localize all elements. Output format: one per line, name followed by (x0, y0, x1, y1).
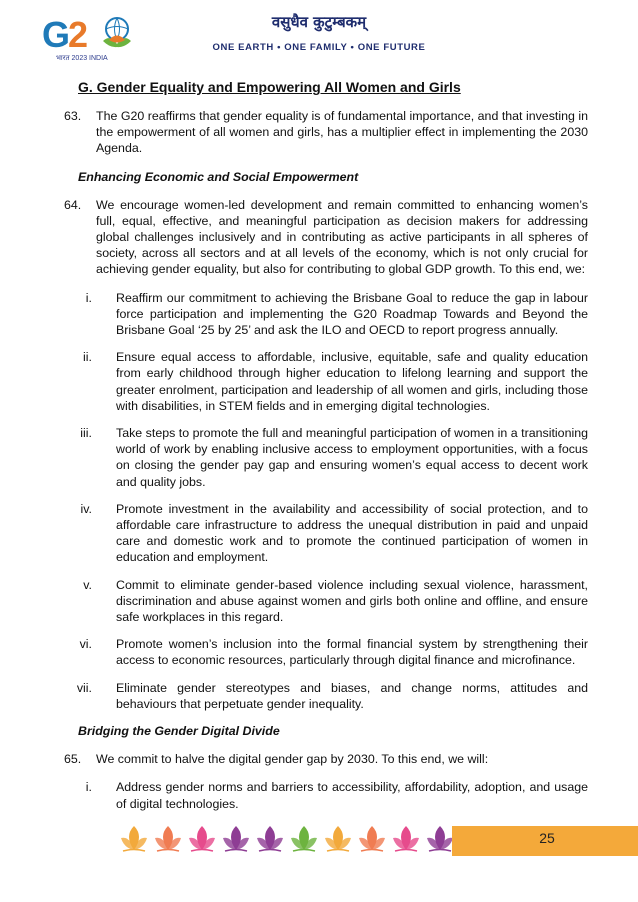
item-text: Eliminate gender stereotypes and biases, and change norms, attitudes and behaviours that perpetuate gender inequality. (116, 680, 588, 711)
page-number: 25 (539, 830, 555, 846)
list-item (78, 290, 588, 339)
item-text: Commit to eliminate gender-based violence including sexual violence, harassment, discrimination and abuse against women and girls both online and offline, and ensure safe workplaces in this regard. (116, 577, 588, 625)
page-footer (0, 822, 638, 862)
item-number: iii. (80, 426, 92, 441)
subheading-economic-empowerment: Enhancing Economic and Social Empowerment (78, 169, 359, 184)
page-header (0, 0, 638, 72)
item-number: vi. (79, 637, 92, 652)
item-number: v. (83, 577, 92, 592)
item-number: i. (85, 780, 92, 795)
lotus-decoration-row (120, 824, 454, 854)
paragraph-65 (64, 751, 588, 767)
paragraph-number: 64. (64, 197, 82, 212)
list-item (78, 501, 588, 566)
page-number-band (452, 826, 638, 856)
list-item (78, 779, 588, 811)
item-text: Take steps to promote the full and meaningful participation of women in a transitioning world of work by enabling inclusive access to employment opportunities, with a focus on closing the gender pay gap and ensuring women’s equal access to decent work and quality jobs. (116, 426, 588, 489)
paragraph-number: 63. (64, 109, 82, 123)
lotus-icon (324, 824, 352, 854)
lotus-icon (392, 824, 420, 854)
paragraph-number: 65. (64, 752, 82, 767)
paragraph-64 (64, 197, 588, 278)
item-number: iv. (80, 501, 92, 516)
list-item (78, 680, 588, 712)
tagline-english: ONE EARTH • ONE FAMILY • ONE FUTURE (212, 42, 426, 53)
item-text: Address gender norms and barriers to accessibility, affordability, adoption, and usage of digital technologies. (116, 780, 588, 811)
paragraph-text: We encourage women-led development and remain committed to enhancing women’s full, equal, effective, and meaningful participation as decision makers for addressing global challenges inclusively and in contributing as active participants in all spheres of society, across all sectors and at all levels of the economy, which is not only crucial for achieving gender equality, but also for contributing to global GDP growth. To this end, we: (96, 197, 588, 277)
lotus-icon (188, 824, 216, 854)
lotus-icon (426, 824, 454, 854)
list-item (78, 636, 588, 668)
logo-subtitle: भारत 2023 INDIA (56, 55, 108, 62)
list-item (78, 577, 588, 626)
lotus-icon (358, 824, 386, 854)
lotus-icon (256, 824, 284, 854)
logo-letter-g: G (42, 14, 69, 55)
page-content (64, 78, 588, 823)
item-text: Promote women’s inclusion into the formal financial system by strengthening their access to economic resources, particularly through digital finance and microfinance. (116, 637, 588, 668)
item-number: vii. (76, 680, 92, 695)
lotus-icon (154, 824, 182, 854)
section-title: G. Gender Equality and Empowering All Women and Girls (78, 79, 461, 95)
tagline-hindi: वसुधैव कुटुम्बकम् (271, 13, 367, 31)
item-text: Reaffirm our commitment to achieving the Brisbane Goal to reduce the gap in labour force participation and implementing the G20 Roadmap Towards and Beyond the Brisbane Goal ‘25 by 25’ and ask the ILO and OECD to report progress annually. (116, 290, 588, 338)
lotus-icon (290, 824, 318, 854)
item-number: ii. (83, 350, 92, 365)
paragraph-text: The G20 reaffirms that gender equality is of fundamental importance, and that investing in the empowerment of all women and girls, has a multiplier effect in implementing the 2030 Agenda. (96, 109, 588, 156)
subheading-digital-divide: Bridging the Gender Digital Divide (78, 724, 280, 739)
paragraph-text: We commit to halve the digital gender gap by 2030. To this end, we will: (96, 752, 489, 767)
list-item (78, 349, 588, 414)
lotus-icon (222, 824, 250, 854)
list-item (78, 425, 588, 490)
paragraph-63 (64, 108, 588, 157)
logo-digit-2: 2 (68, 14, 87, 55)
item-text: Ensure equal access to affordable, inclusive, equitable, safe and quality education from early childhood through higher education to lifelong learning and support the greater enrolment, participation and leadership of all women and girls, including those with disabilities, in STEM fields and in emerging digital technologies. (116, 350, 588, 413)
lotus-icon (120, 824, 148, 854)
item-number: i. (85, 290, 92, 305)
item-text: Promote investment in the availability and accessibility of social protection, and to affordable care infrastructure to address the unequal distribution in paid and unpaid care and domestic work and to promote the continued participation of women in education and employment. (116, 501, 588, 565)
